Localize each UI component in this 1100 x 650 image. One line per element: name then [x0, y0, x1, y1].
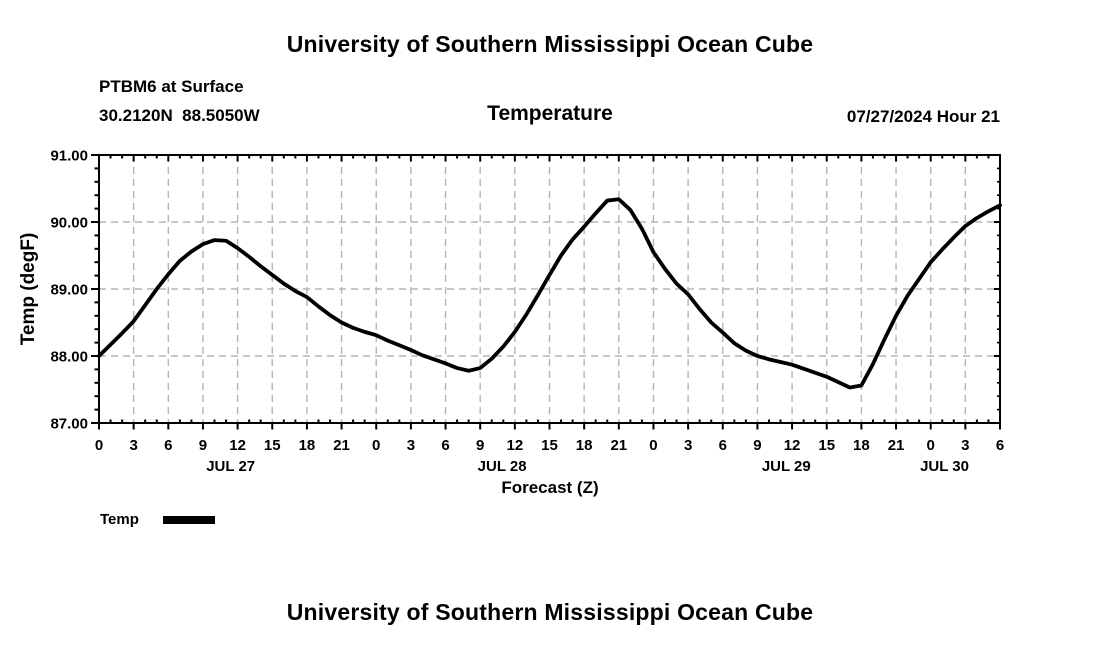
y-tick-label: 91.00 [50, 147, 88, 165]
x-day-label: JUL 28 [477, 458, 527, 475]
x-day-label: JUL 27 [206, 458, 256, 475]
legend-label: Temp [100, 511, 139, 528]
y-tick-label: 90.00 [50, 214, 88, 232]
x-tick-label: 0 [94, 437, 104, 454]
x-tick-label: 21 [333, 437, 350, 454]
x-tick-label: 9 [753, 437, 762, 454]
x-tick-label: 15 [541, 437, 558, 454]
footer-title: University of Southern Mississippi Ocean Cube [286, 599, 814, 625]
x-tick-label: 18 [298, 437, 316, 454]
station-coordinates: 30.2120N 88.5050W [99, 106, 260, 125]
x-tick-label: 0 [649, 437, 658, 454]
x-tick-label: 6 [164, 437, 173, 454]
y-tick-label: 88.00 [50, 348, 88, 366]
x-tick-label: 9 [198, 437, 208, 454]
x-tick-label: 9 [476, 437, 485, 454]
x-tick-label: 12 [783, 437, 801, 454]
x-day-label: JUL 29 [761, 458, 811, 475]
x-tick-label: 12 [506, 437, 524, 454]
x-axis-label: Forecast (Z) [501, 478, 599, 497]
x-tick-label: 3 [683, 437, 693, 454]
x-day-label: JUL 30 [920, 458, 970, 475]
x-tick-label: 6 [995, 437, 1005, 454]
x-tick-label: 3 [406, 437, 416, 454]
y-axis-label: Temp (degF) [18, 232, 39, 346]
page-title: University of Southern Mississippi Ocean Cube [286, 31, 814, 57]
x-tick-label: 18 [575, 437, 593, 454]
x-tick-label: 6 [441, 437, 450, 454]
y-tick-label: 87.00 [50, 415, 88, 433]
x-tick-label: 0 [926, 437, 935, 454]
x-tick-label: 3 [129, 437, 138, 454]
forecast-init-time: 07/27/2024 Hour 21 [846, 107, 1000, 126]
x-tick-label: 18 [853, 437, 870, 454]
x-tick-label: 21 [610, 437, 628, 454]
x-tick-label: 15 [818, 437, 836, 454]
x-tick-label: 6 [718, 437, 727, 454]
station-name: PTBM6 at Surface [99, 77, 244, 96]
chart-title: Temperature [487, 102, 613, 125]
x-tick-label: 3 [961, 437, 970, 454]
x-tick-label: 0 [372, 437, 381, 454]
x-tick-label: 15 [263, 437, 281, 454]
legend-line-swatch [163, 516, 215, 524]
x-tick-label: 21 [887, 437, 905, 454]
y-tick-label: 89.00 [50, 281, 88, 299]
x-tick-label: 12 [229, 437, 246, 454]
